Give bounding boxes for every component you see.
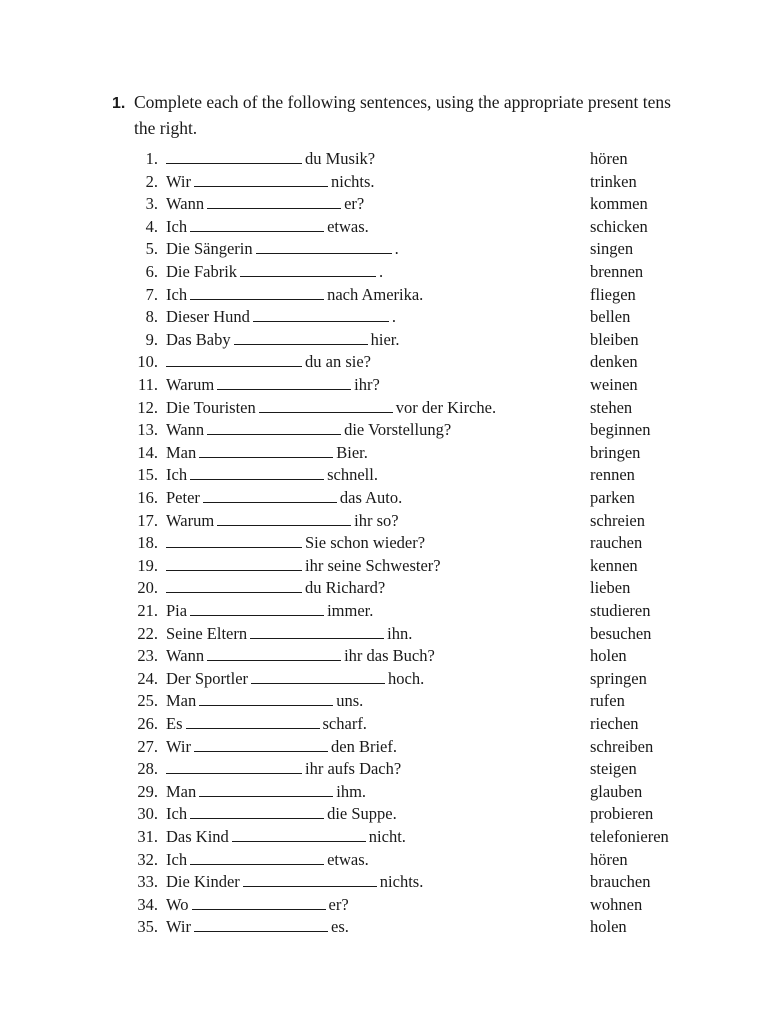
sentence-after-blank: Sie schon wieder? [305, 533, 426, 553]
verb-infinitive: schreiben [590, 736, 654, 756]
sentence-before-blank: Wir [166, 171, 191, 191]
item-sentence [166, 284, 423, 306]
exercise-item [0, 419, 768, 441]
item-sentence [166, 329, 400, 351]
sentence-before-blank: Dieser Hund [166, 307, 250, 327]
verb-infinitive: parken [590, 488, 635, 507]
answer-blank[interactable] [192, 895, 326, 910]
sentence-before-blank: Ich [166, 804, 188, 824]
item-number: 5. [145, 239, 158, 259]
answer-blank[interactable] [194, 172, 328, 187]
item-number: 24. [137, 668, 158, 688]
verb-infinitive: riechen [590, 714, 639, 733]
item-sentence [166, 374, 380, 396]
sentence-before-blank: Das Kind [166, 827, 229, 846]
sentence-after-blank: scharf. [322, 714, 367, 733]
exercise-item [0, 329, 768, 351]
verb-infinitive: bellen [590, 307, 631, 327]
sentence-before-blank: Warum [166, 510, 215, 530]
item-sentence [166, 645, 435, 667]
verb-infinitive: springen [590, 668, 647, 688]
answer-blank[interactable] [190, 601, 324, 616]
verb-infinitive: schicken [590, 216, 648, 236]
verb-infinitive: rauchen [590, 533, 643, 553]
exercise-item [0, 645, 768, 667]
item-sentence [166, 871, 423, 893]
sentence-after-blank: nach Amerika. [327, 284, 424, 304]
sentence-after-blank: uns. [336, 691, 364, 711]
sentence-after-blank: ihr? [354, 375, 380, 394]
item-sentence [166, 351, 371, 373]
exercise-item [0, 487, 768, 509]
sentence-after-blank: du an sie? [305, 352, 371, 372]
sentence-before-blank: Wann [166, 420, 205, 440]
sentence-before-blank: Der Sportler [166, 668, 249, 688]
sentence-after-blank: er? [328, 894, 349, 914]
item-sentence [166, 849, 369, 871]
answer-blank[interactable] [190, 465, 324, 480]
sentence-after-blank: schnell. [327, 465, 378, 485]
sentence-before-blank: Wir [166, 736, 191, 756]
exercise-item [0, 397, 768, 419]
exercise-item [0, 916, 768, 938]
exercise-item [0, 374, 768, 396]
verb-infinitive: hören [590, 149, 628, 168]
answer-blank[interactable] [203, 488, 337, 503]
sentence-after-blank: du Richard? [305, 578, 386, 598]
answer-blank[interactable] [207, 420, 341, 435]
verb-infinitive: denken [590, 352, 638, 372]
item-sentence [166, 306, 396, 328]
verb-infinitive: rennen [590, 465, 635, 485]
verb-infinitive: singen [590, 239, 634, 259]
item-number: 12. [137, 397, 158, 417]
sentence-after-blank: du Musik? [305, 149, 376, 168]
exercise-item [0, 871, 768, 893]
answer-blank[interactable] [240, 262, 376, 277]
exercise-item [0, 442, 768, 464]
sentence-before-blank: Die Touristen [166, 397, 256, 417]
item-number: 32. [137, 849, 158, 869]
item-sentence [166, 894, 349, 916]
answer-blank[interactable] [259, 398, 393, 413]
sentence-after-blank: ihr so? [354, 510, 399, 530]
exercise-number: 1. [112, 95, 126, 112]
item-number: 20. [137, 578, 158, 598]
sentence-after-blank: hier. [370, 329, 400, 349]
exercise-item [0, 690, 768, 712]
sentence-after-blank: die Suppe. [327, 804, 397, 824]
item-number: 1. [145, 149, 158, 168]
answer-blank[interactable] [234, 330, 368, 345]
item-number: 4. [145, 216, 158, 236]
answer-blank[interactable] [256, 239, 392, 254]
answer-blank[interactable] [217, 511, 351, 526]
item-number: 33. [137, 872, 158, 892]
item-number: 3. [145, 194, 158, 214]
verb-infinitive: lieben [590, 578, 631, 598]
sentence-before-blank: Peter [166, 488, 200, 507]
item-sentence [166, 916, 349, 938]
sentence-before-blank: Man [166, 442, 197, 462]
exercise-item [0, 193, 768, 215]
sentence-after-blank: immer. [327, 601, 374, 620]
verb-infinitive: beginnen [590, 420, 651, 440]
item-number: 23. [137, 646, 158, 666]
item-sentence [166, 532, 425, 554]
answer-blank[interactable] [207, 646, 341, 661]
verb-infinitive: kommen [590, 194, 648, 214]
verb-infinitive: wohnen [590, 894, 643, 914]
answer-blank[interactable] [199, 782, 333, 797]
sentence-before-blank: Es [166, 714, 183, 733]
verb-infinitive: telefonieren [590, 827, 669, 846]
sentence-after-blank: nichts. [379, 872, 424, 892]
item-sentence [166, 464, 378, 486]
item-sentence [166, 238, 399, 260]
exercise-item [0, 171, 768, 193]
verb-infinitive: rufen [590, 691, 625, 711]
item-number: 34. [137, 894, 158, 914]
exercise-item [0, 736, 768, 758]
item-sentence [166, 600, 373, 622]
item-sentence [166, 736, 397, 758]
sentence-before-blank: Man [166, 691, 197, 711]
item-number: 14. [137, 442, 158, 462]
verb-infinitive: weinen [590, 375, 638, 394]
answer-blank[interactable] [190, 217, 324, 232]
answer-blank[interactable] [166, 578, 302, 593]
answer-blank[interactable] [166, 759, 302, 774]
item-number: 26. [137, 714, 158, 733]
sentence-after-blank: etwas. [327, 216, 369, 236]
verb-infinitive: holen [590, 917, 627, 937]
sentence-after-blank: etwas. [327, 849, 369, 869]
exercise-item [0, 623, 768, 645]
exercise-instruction [112, 90, 768, 140]
sentence-after-blank: ihm. [336, 781, 367, 801]
verb-infinitive: studieren [590, 601, 651, 620]
exercise-item [0, 148, 768, 170]
exercise-item [0, 758, 768, 780]
verb-infinitive: bleiben [590, 329, 639, 349]
answer-blank[interactable] [199, 691, 333, 706]
item-number: 22. [137, 623, 158, 643]
sentence-after-blank: Bier. [336, 442, 368, 462]
answer-blank[interactable] [190, 804, 324, 819]
verb-infinitive: schreien [590, 510, 645, 530]
sentence-after-blank: das Auto. [339, 488, 403, 507]
exercise-item [0, 284, 768, 306]
item-sentence [166, 261, 383, 283]
item-number: 21. [137, 601, 158, 620]
sentence-before-blank: Die Sängerin [166, 239, 253, 259]
exercise-item [0, 216, 768, 238]
sentence-before-blank: Wann [166, 194, 205, 214]
answer-blank[interactable] [166, 149, 302, 164]
item-number: 29. [137, 781, 158, 801]
sentence-after-blank: den Brief. [331, 736, 397, 756]
item-sentence [166, 577, 385, 599]
sentence-before-blank: Wann [166, 646, 205, 666]
answer-blank[interactable] [190, 850, 324, 865]
verb-infinitive: glauben [590, 781, 643, 801]
verb-infinitive: steigen [590, 759, 637, 779]
answer-blank[interactable] [207, 194, 341, 209]
verb-infinitive: hören [590, 849, 628, 869]
exercise-item [0, 510, 768, 532]
sentence-before-blank: Ich [166, 284, 188, 304]
sentence-before-blank: Wo [166, 894, 189, 914]
verb-infinitive: stehen [590, 397, 633, 417]
answer-blank[interactable] [243, 872, 377, 887]
sentence-before-blank: Ich [166, 849, 188, 869]
item-number: 15. [137, 465, 158, 485]
item-number: 13. [137, 420, 158, 440]
exercise-item [0, 781, 768, 803]
instruction-line-1: Complete each of the following sentences, using the appropriate present tens [134, 92, 671, 112]
item-number: 27. [137, 736, 158, 756]
sentence-before-blank: Man [166, 781, 197, 801]
sentence-after-blank: ihr aufs Dach? [305, 759, 402, 779]
item-number: 16. [137, 488, 158, 507]
item-sentence [166, 758, 401, 780]
sentence-before-blank: Die Fabrik [166, 262, 238, 281]
item-sentence [166, 713, 367, 735]
sentence-after-blank: vor der Kirche. [395, 397, 497, 417]
verb-infinitive: holen [590, 646, 627, 666]
sentence-before-blank: Das Baby [166, 329, 231, 349]
answer-blank[interactable] [186, 714, 320, 729]
verb-infinitive: bringen [590, 442, 641, 462]
item-sentence [166, 510, 399, 532]
item-sentence [166, 781, 366, 803]
item-sentence [166, 623, 412, 645]
verb-infinitive: brennen [590, 262, 644, 281]
item-sentence [166, 193, 364, 215]
item-number: 30. [137, 804, 158, 824]
item-number: 25. [137, 691, 158, 711]
sentence-before-blank: Pia [166, 601, 188, 620]
verb-infinitive: trinken [590, 171, 637, 191]
sentence-before-blank: Die Kinder [166, 872, 240, 892]
exercise-item [0, 238, 768, 260]
sentence-after-blank: . [394, 239, 399, 259]
verb-infinitive: kennen [590, 555, 638, 575]
item-number: 10. [137, 352, 158, 372]
exercise-item [0, 849, 768, 871]
item-number: 18. [137, 533, 158, 553]
sentence-before-blank: Ich [166, 465, 188, 485]
exercise-item [0, 261, 768, 283]
item-number: 31. [137, 827, 158, 846]
item-number: 19. [137, 555, 158, 575]
exercise-item [0, 464, 768, 486]
sentence-before-blank: Ich [166, 216, 188, 236]
verb-infinitive: probieren [590, 804, 654, 824]
answer-blank[interactable] [194, 917, 328, 932]
item-sentence [166, 442, 368, 464]
item-sentence [166, 216, 369, 238]
sentence-before-blank: Seine Eltern [166, 623, 248, 643]
item-sentence [166, 690, 363, 712]
answer-blank[interactable] [251, 669, 385, 684]
answer-blank[interactable] [166, 533, 302, 548]
answer-blank[interactable] [232, 827, 366, 842]
instruction-line-2: the right. [134, 118, 198, 138]
item-sentence [166, 668, 424, 690]
answer-blank[interactable] [217, 375, 351, 390]
item-number: 28. [137, 759, 158, 779]
sentence-after-blank: ihr seine Schwester? [305, 555, 441, 575]
sentence-after-blank: die Vorstellung? [344, 420, 452, 440]
sentence-after-blank: nicht. [368, 827, 406, 846]
item-number: 11. [137, 375, 158, 394]
answer-blank[interactable] [250, 624, 384, 639]
item-sentence [166, 803, 397, 825]
answer-blank[interactable] [190, 285, 324, 300]
exercise-item [0, 532, 768, 554]
answer-blank[interactable] [166, 352, 302, 367]
item-number: 17. [137, 510, 158, 530]
item-sentence [166, 419, 451, 441]
exercise-item [0, 577, 768, 599]
verb-infinitive: brauchen [590, 872, 651, 892]
sentence-before-blank: Wir [166, 917, 191, 937]
exercise-item [0, 894, 768, 916]
item-sentence [166, 148, 375, 170]
item-sentence [166, 397, 496, 419]
item-number: 8. [145, 307, 158, 327]
item-sentence [166, 487, 402, 509]
exercise-item [0, 803, 768, 825]
sentence-after-blank: ihn. [387, 623, 413, 643]
item-number: 7. [145, 284, 158, 304]
exercise-item [0, 713, 768, 735]
answer-blank[interactable] [199, 443, 333, 458]
item-sentence [166, 826, 406, 848]
item-number: 6. [145, 262, 158, 281]
sentence-after-blank: es. [331, 917, 349, 937]
item-number: 2. [145, 171, 158, 191]
sentence-after-blank: . [391, 307, 396, 327]
sentence-before-blank: Warum [166, 375, 215, 394]
item-sentence [166, 171, 375, 193]
sentence-after-blank: . [379, 262, 384, 281]
item-number: 9. [145, 329, 158, 349]
verb-infinitive: fliegen [590, 284, 636, 304]
exercise-item [0, 351, 768, 373]
exercise-item [0, 668, 768, 690]
sentence-after-blank: hoch. [388, 668, 425, 688]
answer-blank[interactable] [166, 556, 302, 571]
sentence-after-blank: nichts. [331, 171, 375, 191]
verb-infinitive: besuchen [590, 623, 652, 643]
sentence-after-blank: ihr das Buch? [344, 646, 435, 666]
exercise-item [0, 306, 768, 328]
exercise-item [0, 600, 768, 622]
sentence-after-blank: er? [344, 194, 365, 214]
answer-blank[interactable] [253, 307, 389, 322]
exercise-item [0, 826, 768, 848]
exercise-item [0, 555, 768, 577]
item-sentence [166, 555, 441, 577]
answer-blank[interactable] [194, 737, 328, 752]
item-number: 35. [137, 917, 158, 937]
